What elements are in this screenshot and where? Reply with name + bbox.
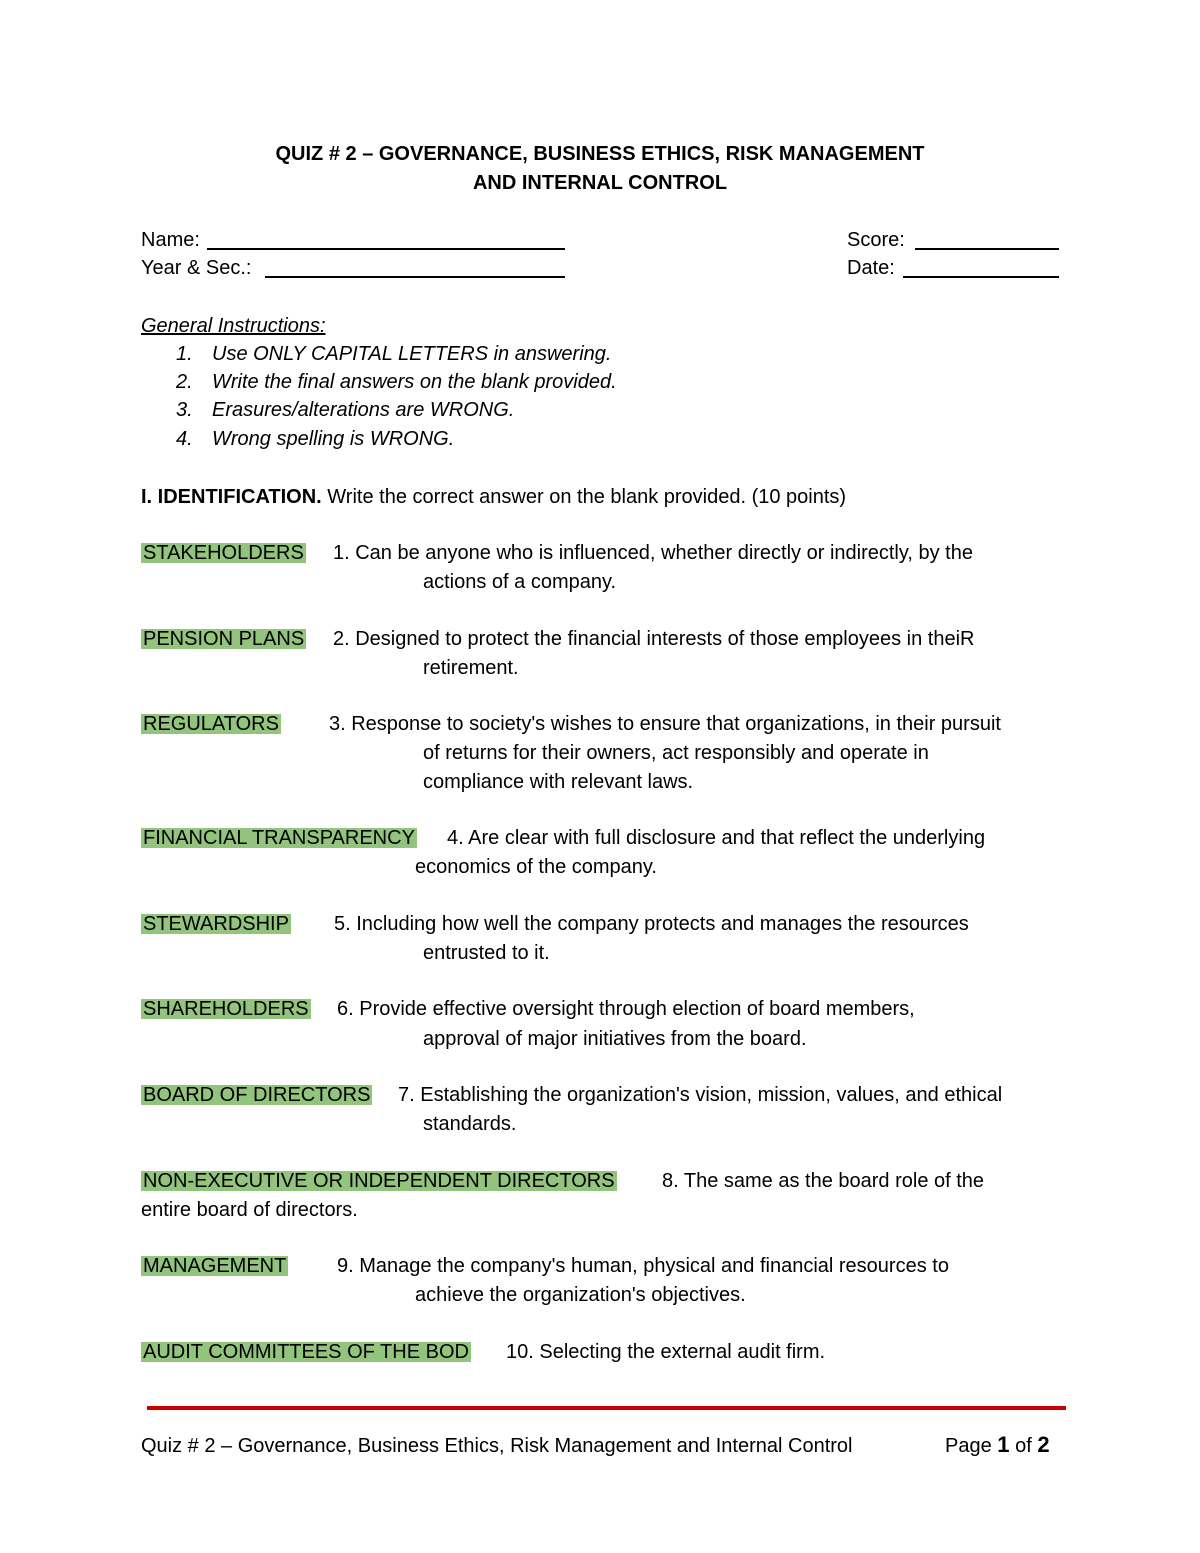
answer-highlight: STAKEHOLDERS <box>143 542 304 564</box>
question-text-cont: entrusted to it. <box>423 942 550 964</box>
question-text: 10. Selecting the external audit firm. <box>506 1341 826 1363</box>
score-label: Score: <box>847 229 905 251</box>
answer-highlight: FINANCIAL TRANSPARENCY <box>143 827 415 849</box>
instruction-number: 3. <box>176 399 193 421</box>
question-text: 7. Establishing the organization's vision, mission, values, and ethical <box>398 1084 1003 1106</box>
footer-divider <box>147 1406 1066 1410</box>
answer-highlight: PENSION PLANS <box>143 628 305 650</box>
year-sec-label: Year & Sec.: <box>141 257 252 279</box>
instructions-heading: General Instructions: <box>141 315 326 337</box>
question-text-cont: compliance with relevant laws. <box>423 771 694 793</box>
date-blank[interactable] <box>903 276 1059 278</box>
page-current: 1 <box>997 1432 1010 1457</box>
question-text-cont: actions of a company. <box>423 571 617 593</box>
question-text: 2. Designed to protect the financial interests of those employees in theiR <box>333 628 975 650</box>
question-text: 4. Are clear with full disclosure and that reflect the underlying <box>447 827 986 849</box>
score-blank[interactable] <box>915 248 1059 250</box>
question-text-cont: approval of major initiatives from the board. <box>423 1028 807 1050</box>
question-text-cont: of returns for their owners, act responsibly and operate in <box>423 742 929 764</box>
quiz-title-line2: AND INTERNAL CONTROL <box>472 172 728 194</box>
name-blank[interactable] <box>207 248 565 250</box>
section-directions: Write the correct answer on the blank provided. (10 points) <box>321 486 847 508</box>
question-text-cont: economics of the company. <box>415 856 657 878</box>
page-total: 2 <box>1037 1432 1050 1457</box>
instruction-text: Erasures/alterations are WRONG. <box>212 399 515 421</box>
answer-highlight: MANAGEMENT <box>143 1255 287 1277</box>
page-word: Page <box>945 1435 992 1457</box>
instruction-text: Use ONLY CAPITAL LETTERS in answering. <box>212 343 612 365</box>
section-heading <box>141 487 846 507</box>
question-text: 5. Including how well the company protects and manages the resources <box>334 913 969 935</box>
instruction-number: 4. <box>176 428 193 450</box>
question-text: 6. Provide effective oversight through election of board members, <box>337 998 915 1020</box>
instruction-number: 1. <box>176 343 193 365</box>
answer-highlight: BOARD OF DIRECTORS <box>143 1084 371 1106</box>
question-text: 1. Can be anyone who is influenced, whether directly or indirectly, by the <box>333 542 973 564</box>
name-label: Name: <box>141 229 200 251</box>
instruction-text: Wrong spelling is WRONG. <box>212 428 455 450</box>
question-text-cont: standards. <box>423 1113 517 1135</box>
instruction-text: Write the final answers on the blank provided. <box>212 371 617 393</box>
year-sec-blank[interactable] <box>265 276 565 278</box>
question-text-cont: achieve the organization's objectives. <box>415 1284 746 1306</box>
question-text: 8. The same as the board role of the <box>662 1170 985 1192</box>
date-label: Date: <box>847 257 895 279</box>
question-text-cont: retirement. <box>423 657 519 679</box>
section-title: I. IDENTIFICATION. <box>141 486 322 508</box>
quiz-title-line1: QUIZ # 2 – GOVERNANCE, BUSINESS ETHICS, RISK MANAGEMENT <box>275 143 925 165</box>
page-indicator <box>945 1434 1050 1456</box>
of-word: of <box>1015 1435 1032 1457</box>
question-text: 3. Response to society's wishes to ensure that organizations, in their pursuit <box>329 713 1001 735</box>
answer-highlight: STEWARDSHIP <box>143 913 289 935</box>
answer-highlight: AUDIT COMMITTEES OF THE BOD <box>143 1341 469 1363</box>
answer-highlight: SHAREHOLDERS <box>143 998 309 1020</box>
instruction-number: 2. <box>176 371 193 393</box>
footer-text: Quiz # 2 – Governance, Business Ethics, Risk Management and Internal Control <box>141 1435 853 1457</box>
question-text-cont: entire board of directors. <box>141 1199 358 1221</box>
question-text: 9. Manage the company's human, physical and financial resources to <box>337 1255 949 1277</box>
answer-highlight: NON-EXECUTIVE OR INDEPENDENT DIRECTORS <box>143 1170 615 1192</box>
answer-highlight: REGULATORS <box>143 713 279 735</box>
